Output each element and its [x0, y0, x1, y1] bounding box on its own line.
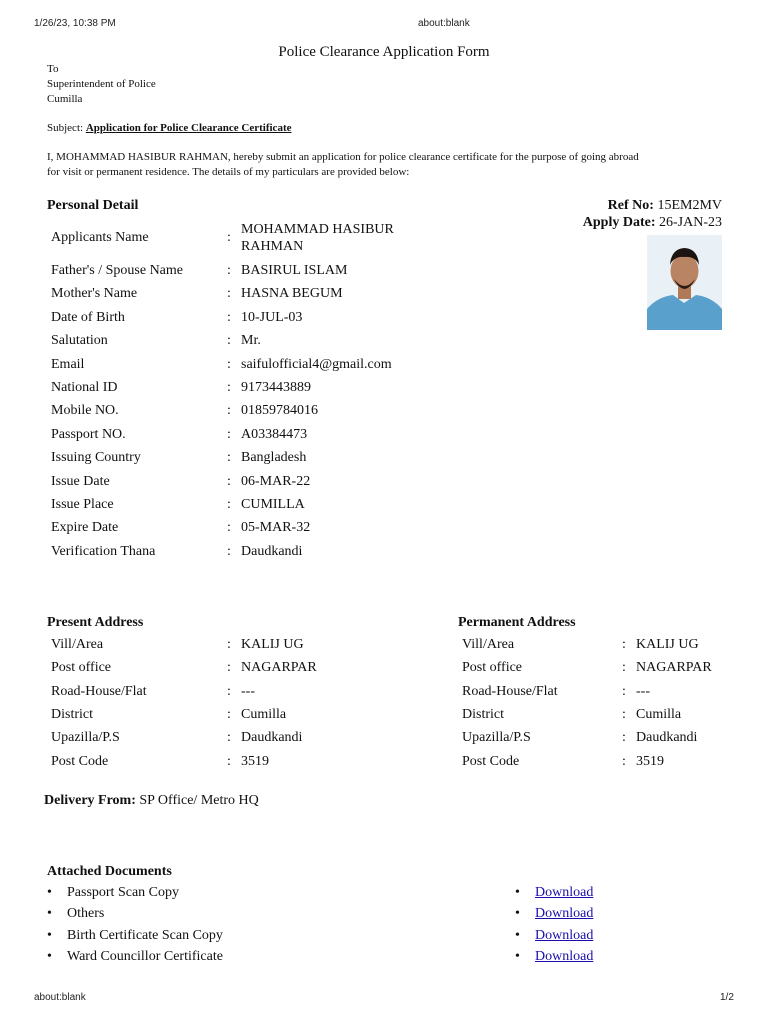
personal-row-applicant-name [51, 221, 451, 257]
field-value: 06-MAR-22 [241, 473, 311, 489]
field-label: Road-House/Flat [51, 683, 147, 699]
field-row [51, 659, 351, 677]
field-label: Mother's Name [51, 286, 138, 302]
apply-date-value: 26-JAN-23 [659, 215, 722, 230]
field-label: Date of Birth [51, 309, 125, 325]
field-row [51, 356, 392, 374]
colon: : [622, 730, 626, 746]
field-label: Road-House/Flat [462, 683, 558, 699]
field-label: Verification Thana [51, 543, 156, 559]
ref-no [608, 198, 722, 214]
field-row [51, 426, 351, 444]
field-label: District [51, 706, 93, 722]
field-row [462, 636, 762, 654]
apply-date [583, 215, 722, 231]
field-row [51, 706, 351, 724]
ref-value: 15EM2MV [657, 198, 722, 213]
field-row [51, 402, 351, 420]
document-name: • Ward Councillor Certificate [67, 949, 223, 965]
field-label: Salutation [51, 333, 108, 349]
address-line1: Superintendent of Police [47, 78, 156, 90]
field-label: Vill/Area [51, 637, 104, 652]
field-row [51, 285, 351, 303]
field-value: --- [241, 683, 255, 699]
field-value: Daudkandi [241, 543, 303, 559]
field-row [51, 449, 351, 467]
field-row [462, 729, 762, 747]
colon: : [227, 683, 231, 699]
colon: : [227, 333, 231, 349]
apply-date-label: Apply Date: [582, 215, 656, 230]
delivery-value: SP Office/ Metro HQ [139, 793, 259, 808]
field-value: NAGARPAR [636, 660, 712, 676]
field-value: 01859784016 [241, 403, 318, 419]
document-download-item [535, 885, 593, 901]
colon: : [227, 730, 231, 746]
field-row [51, 496, 351, 514]
document-name: • Birth Certificate Scan Copy [67, 928, 223, 944]
print-datetime: 1/26/23, 10:38 PM [34, 18, 116, 29]
colon: : [227, 356, 231, 372]
field-row [462, 659, 762, 677]
field-label: Issue Place [51, 497, 114, 512]
field-label: Issue Date [51, 473, 110, 489]
permanent-address-title: Permanent Address [458, 615, 576, 630]
personal-detail-title: Personal Detail [47, 198, 139, 213]
field-label: Post office [51, 660, 112, 676]
page-title: Police Clearance Application Form [278, 44, 490, 60]
document-download-item [535, 928, 593, 944]
document-name: • Others [67, 906, 104, 922]
colon: : [227, 637, 231, 652]
print-url-top: about:blank [418, 18, 470, 29]
field-value: KALIJ UG [241, 637, 304, 652]
field-row [51, 262, 351, 280]
colon: : [227, 706, 231, 722]
colon: : [227, 497, 231, 512]
field-value: saifulofficial4@gmail.com [241, 356, 392, 372]
colon: : [227, 660, 231, 676]
field-label: Vill/Area [462, 637, 515, 652]
field-label: Post office [462, 660, 523, 676]
field-label: Email [51, 356, 85, 372]
field-value: NAGARPAR [241, 660, 317, 676]
colon: : [227, 473, 231, 489]
document-download-item [535, 949, 593, 965]
field-value: 3519 [241, 753, 269, 769]
field-label: National ID [51, 380, 118, 395]
field-row [51, 753, 351, 771]
colon: : [227, 380, 231, 395]
print-page-number: 1/2 [720, 992, 734, 1003]
present-address-title: Present Address [47, 615, 144, 630]
subject-line [47, 121, 292, 136]
field-value: HASNA BEGUM [241, 286, 343, 302]
attached-documents-title: Attached Documents [47, 864, 172, 879]
colon: : [227, 520, 231, 536]
field-row [51, 473, 351, 491]
field-row [51, 379, 351, 397]
colon: : [227, 426, 231, 442]
field-label: Passport NO. [51, 426, 126, 442]
download-link[interactable]: Download [535, 948, 594, 964]
field-value: --- [636, 683, 650, 699]
delivery-from [44, 793, 259, 809]
colon: : [622, 637, 626, 652]
field-row [51, 519, 351, 537]
colon: : [227, 230, 231, 245]
field-value: Daudkandi [636, 730, 698, 746]
print-url-bottom: about:blank [34, 992, 86, 1003]
field-row [51, 729, 351, 747]
field-row [51, 636, 351, 654]
delivery-label: Delivery From: [44, 793, 136, 808]
field-label: Applicants Name [51, 230, 149, 245]
field-label: District [462, 706, 504, 722]
field-row [51, 683, 351, 701]
field-value: 3519 [636, 753, 664, 769]
subject-text: Application for Police Clearance Certificate [85, 122, 292, 134]
field-row [462, 706, 762, 724]
field-value: Bangladesh [241, 450, 307, 466]
colon: : [227, 309, 231, 325]
address-line2: Cumilla [47, 93, 83, 105]
intro-line2: for visit or permanent residence. The details of my particulars are provided below: [47, 166, 410, 178]
field-value: RAHMAN [241, 239, 304, 254]
field-value: Cumilla [636, 706, 682, 722]
colon: : [227, 403, 231, 419]
colon: : [622, 753, 626, 769]
field-value: Daudkandi [241, 730, 303, 746]
field-label: Upazilla/P.S [462, 730, 531, 746]
colon: : [622, 706, 626, 722]
ref-label: Ref No: [607, 198, 654, 213]
document-name: • Passport Scan Copy [67, 885, 179, 901]
colon: : [227, 263, 231, 278]
download-link[interactable]: Download [535, 885, 594, 900]
field-value: BASIRUL ISLAM [241, 263, 348, 278]
download-link[interactable]: Download [535, 927, 594, 943]
intro-line1: I, MOHAMMAD HASIBUR RAHMAN, hereby submit an application for police clearance certificate for the purpose of going abroad [47, 151, 639, 163]
colon: : [227, 286, 231, 302]
colon: : [227, 543, 231, 559]
field-row [51, 332, 351, 350]
field-label: Issuing Country [51, 450, 141, 466]
field-value: 9173443889 [241, 380, 311, 395]
address-to: To [47, 63, 59, 75]
download-link[interactable]: Download [535, 906, 594, 922]
field-label: Expire Date [51, 520, 119, 536]
field-value: CUMILLA [241, 497, 305, 512]
field-row [51, 309, 351, 327]
document-download-item [535, 906, 593, 922]
field-value: 05-MAR-32 [241, 520, 311, 536]
field-label: Post Code [462, 753, 520, 769]
field-row [51, 543, 351, 561]
field-label: Father's / Spouse Name [51, 263, 184, 278]
field-value: 10-JUL-03 [241, 309, 303, 325]
colon: : [227, 753, 231, 769]
applicant-photo-icon [647, 235, 722, 330]
field-value: A03384473 [241, 426, 308, 442]
field-row [462, 753, 762, 771]
subject-label: Subject: [47, 122, 84, 134]
field-value: Mr. [241, 333, 261, 349]
field-value: MOHAMMAD HASIBUR [241, 222, 394, 237]
field-value: Cumilla [241, 706, 287, 722]
colon: : [227, 450, 231, 466]
colon: : [622, 683, 626, 699]
colon: : [622, 660, 626, 676]
field-value: KALIJ UG [636, 637, 699, 652]
field-row [462, 683, 762, 701]
field-label: Post Code [51, 753, 109, 769]
field-label: Upazilla/P.S [51, 730, 120, 746]
field-label: Mobile NO. [51, 403, 119, 419]
